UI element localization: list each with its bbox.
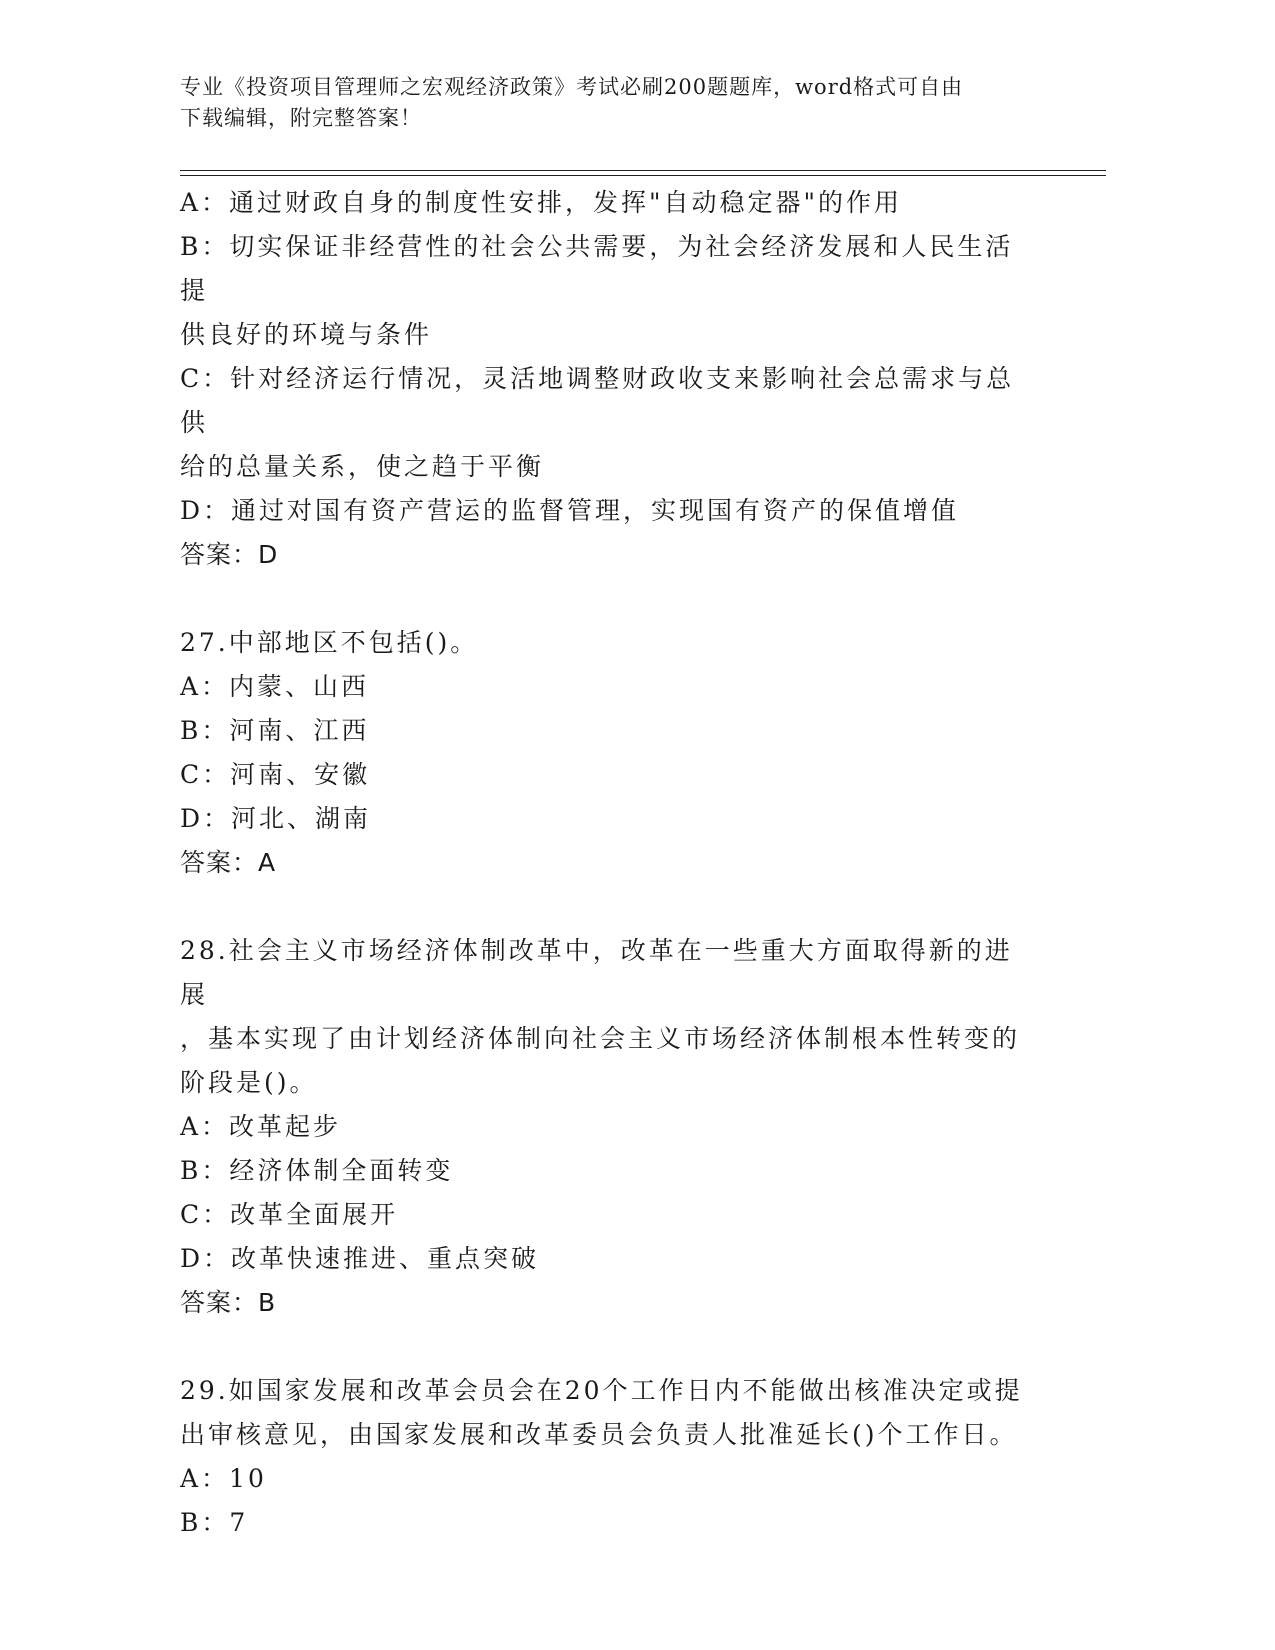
- header-title-line-2: 下载编辑，附完整答案！: [180, 106, 422, 130]
- question-stem-line-3: 阶段是()。: [180, 1068, 318, 1097]
- option-c: C：河南、安徽: [180, 760, 371, 789]
- answer-line: 答案：B: [180, 1288, 277, 1317]
- option-a: A：10: [180, 1464, 267, 1493]
- option-d: D：河北、湖南: [180, 804, 372, 833]
- option-b-line-2: 供良好的环境与条件: [180, 320, 433, 349]
- question-list: [180, 181, 1040, 1545]
- option-b-line-1: B：切实保证非经营性的社会公共需要，为社会经济发展和人民生活提: [180, 232, 1014, 305]
- spacer: [180, 577, 1040, 621]
- spacer: [180, 1325, 1040, 1369]
- question-28: [180, 929, 1040, 1325]
- question-stem-line-1: 29.如国家发展和改革会员会在20个工作日内不能做出核准决定或提: [180, 1376, 1023, 1405]
- question-29: [180, 1369, 1040, 1545]
- option-b: B：河南、江西: [180, 716, 370, 745]
- answer-line: 答案：A: [180, 848, 277, 877]
- option-a: A：内蒙、山西: [180, 672, 370, 701]
- document-header: [180, 72, 1040, 134]
- answer-line: 答案：D: [180, 540, 279, 569]
- option-d: D：改革快速推进、重点突破: [180, 1244, 540, 1273]
- question-stem-line-2: ，基本实现了由计划经济体制向社会主义市场经济体制根本性转变的: [180, 1024, 1021, 1053]
- option-c: C：改革全面展开: [180, 1200, 399, 1229]
- option-c-line-1: C：针对经济运行情况，灵活地调整财政收支来影响社会总需求与总供: [180, 364, 1015, 437]
- question-stem: 27.中部地区不包括()。: [180, 628, 479, 657]
- header-title-line-1: 专业《投资项目管理师之宏观经济政策》考试必刷200题题库，word格式可自由: [180, 75, 964, 99]
- spacer: [180, 885, 1040, 929]
- option-d: D：通过对国有资产营运的监督管理，实现国有资产的保值增值: [180, 496, 960, 525]
- question-stem-line-1: 28.社会主义市场经济体制改革中，改革在一些重大方面取得新的进展: [180, 936, 1013, 1009]
- question-stem-line-2: 出审核意见，由国家发展和改革委员会负责人批准延长()个工作日。: [180, 1420, 1018, 1449]
- option-c-line-2: 给的总量关系，使之趋于平衡: [180, 452, 545, 481]
- option-b: B：经济体制全面转变: [180, 1156, 454, 1185]
- header-divider-top: [180, 170, 1106, 171]
- header-divider-bottom: [180, 175, 1106, 176]
- option-a: A：通过财政自身的制度性安排，发挥"自动稳定器"的作用: [180, 188, 903, 217]
- question-27: [180, 621, 1040, 885]
- option-a: A：改革起步: [180, 1112, 342, 1141]
- question-26-tail: [180, 181, 1040, 577]
- option-b: B：7: [180, 1508, 249, 1537]
